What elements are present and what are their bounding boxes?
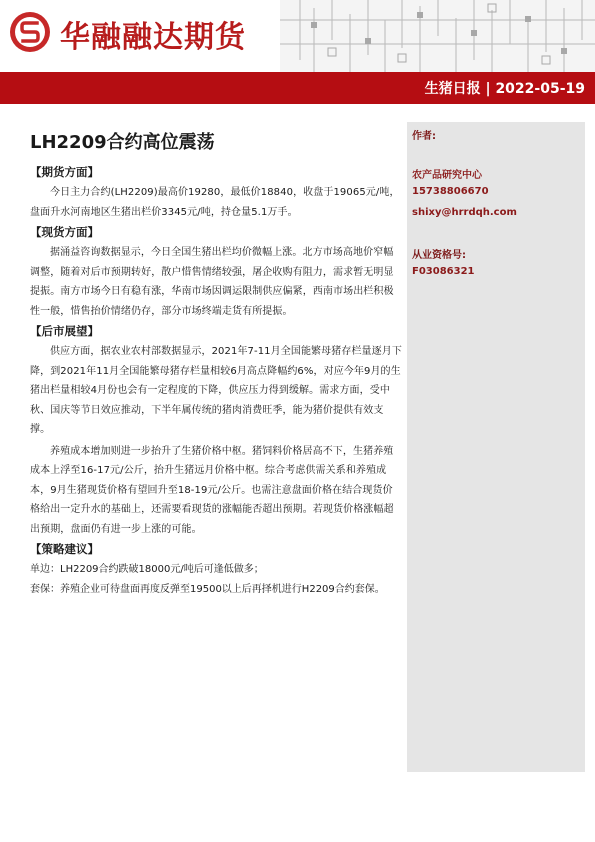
license-label: 从业资格号: [412,250,466,261]
section-heading-futures: 【期货方面】 [30,165,99,179]
author-label: 作者: [412,131,436,142]
spot-paragraph: 据涌益咨询数据显示，今日全国生猪出栏均价微幅上涨。北方市场高地价窄幅调整，随着对后市预期转好，散户惜售情绪较强，屠企收购有阻力，需求暂无明显提振。南方市场今日有稳有涨，华南市场因调运限制供应偏紧，西南市场出栏积极性一般，惜售抬价情绪仍存，部分市场终端走货有所提振。 [30,247,394,317]
outlook-paragraph-cost: 养殖成本增加则进一步抬升了生猪价格中枢。猪饲料价格居高不下，生猪养殖成本上浮至16-17元/公斤，抬升生猪远月价格中枢。综合考虑供需关系和养殖成本，9月生猪现货价格有望回升至18-19元/公斤。也需注意盘面价格在结合现货价格给出一定升水的基础上，还需要看现货的涨幅能否超出预期。若现货价格涨幅超出预期，盘面仍有进一步上涨的可能。 [30,445,394,535]
section-heading-spot: 【现货方面】 [30,225,99,239]
article-title: LH2209合约高位震荡 [30,132,215,153]
strategy-line-hedge: 套保：养殖企业可待盘面再度反弹至19500以上后再择机进行H2209合约套保。 [30,583,385,595]
section-heading-outlook: 【后市展望】 [30,324,99,338]
report-banner [0,72,595,104]
header-decoration-pattern [280,0,595,72]
article-body [30,128,402,599]
section-heading-strategy: 【策略建议】 [30,542,99,556]
outlook-paragraph-supply: 供应方面，据农业农村部数据显示，2021年7-11月全国能繁母猪存栏量逐月下降，到2021年11月全国能繁母猪存栏量相较6月高点降幅约6%，对应今年9月的生猪出栏量相较4月份也会有一定程度的下降，供应压力得到缓解。需求方面，受中秋、国庆等节日效应推动，下半年属传统的猪肉消费旺季，能为猪价提供有效支撑。 [30,346,402,435]
futures-paragraph: 今日主力合约(LH2209)最高价19280，最低价18840，收盘于19065元/吨，盘面升水河南地区生猪出栏价3345元/吨，持仓量5.1万手。 [30,187,400,218]
author-department: 农产品研究中心 [412,170,482,181]
report-header [0,0,595,72]
license-number: F03086321 [412,266,475,277]
strategy-line-single: 单边：LH2209合约跌破18000元/吨后可逢低做多； [30,564,264,575]
author-email[interactable]: shixy@hrrdqh.com [412,207,517,218]
author-phone: 15738806670 [412,186,489,197]
author-sidebar [407,122,585,772]
company-name: 华融融达期货 [60,20,246,55]
report-type-date: 生猪日报 | 2022-05-19 [424,81,585,97]
company-logo-icon [8,10,52,54]
